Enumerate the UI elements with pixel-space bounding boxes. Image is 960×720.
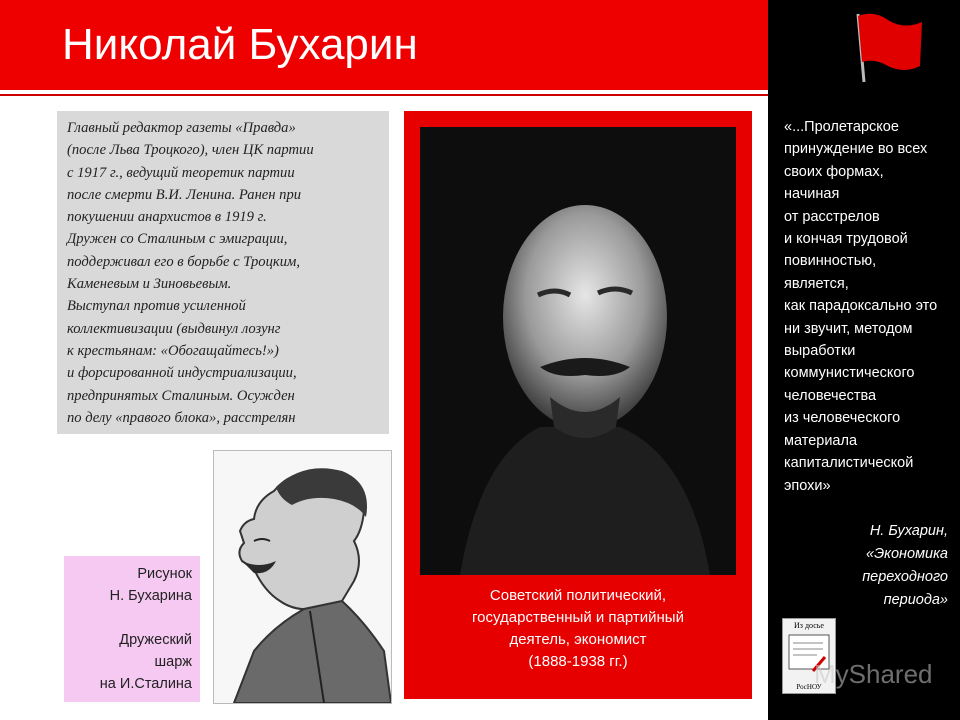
bio-line: Главный редактор газеты «Правда»: [67, 120, 296, 136]
quote-line: как парадоксально это: [784, 298, 938, 315]
portrait-frame: [404, 111, 752, 699]
watermark-text: MyShared: [814, 659, 933, 689]
bio-line: с 1917 г., ведущий теоретик партии: [67, 164, 295, 181]
caricature-drawing: [213, 450, 392, 704]
dossier-label: Из досье: [794, 621, 824, 630]
caricature-sketch: [214, 451, 391, 703]
portrait-caption: [404, 585, 752, 673]
portrait-image: [420, 127, 736, 575]
bio-line: и форсированной индустриализации,: [67, 365, 297, 382]
drawing-caption-line: Н. Бухарина: [109, 588, 192, 604]
portrait-caption-line: деятель, экономист: [509, 631, 647, 648]
quote-line: своих формах,: [784, 163, 884, 180]
biography-box: [57, 111, 389, 434]
quote-line: из человеческого: [784, 410, 901, 427]
bio-line: (после Льва Троцкого), член ЦК партии: [67, 142, 314, 159]
quote-line: выработки: [784, 343, 856, 360]
quote-line: материала: [784, 432, 858, 449]
drawing-caption-line: на И.Сталина: [99, 676, 192, 692]
bio-line: по делу «правого блока», расстрелян: [67, 409, 296, 426]
quote-line: «...Пролетарское: [784, 119, 899, 135]
portrait-photo: [420, 127, 736, 575]
bio-line: коллективизации (выдвинул лозунг: [67, 320, 281, 337]
quote-source-line: «Экономика: [866, 546, 948, 562]
drawing-caption: [64, 556, 200, 702]
drawing-caption-line: шарж: [154, 654, 192, 670]
quote-line: и кончая трудовой: [784, 231, 908, 248]
portrait-caption-line: Советский политический,: [489, 587, 667, 604]
quote-source-line: Н. Бухарин,: [869, 523, 948, 539]
quote-text: [784, 116, 956, 497]
quote-line: от расстрелов: [784, 208, 880, 225]
bio-line: поддерживал его в борьбе с Троцким,: [67, 253, 300, 270]
drawing-caption-line: Рисунок: [137, 566, 192, 582]
bio-line: Дружен со Сталиным с эмиграции,: [67, 231, 288, 248]
bio-line: предпринятых Сталиным. Осужден: [67, 387, 295, 404]
quote-line: эпохи»: [784, 477, 831, 494]
quote-source: [862, 520, 948, 612]
header-divider: [0, 94, 768, 96]
drawing-caption-line: Дружеский: [119, 632, 192, 648]
bio-line: к крестьянам: «Обогащайтесь!»): [67, 342, 279, 359]
quote-sidebar: [768, 0, 960, 720]
quote-source-line: переходного: [862, 569, 948, 585]
bio-line: покушении анархистов в 1919 г.: [67, 209, 267, 226]
page-title: Николай Бухарин: [62, 20, 418, 69]
bio-line: Каменевым и Зиновьевым.: [67, 276, 232, 293]
dossier-org: РосНОУ: [796, 683, 822, 691]
portrait-caption-line: (1888-1938 гг.): [528, 653, 628, 670]
quote-line: начиная: [784, 186, 840, 203]
portrait-caption-line: государственный и партийный: [472, 609, 684, 626]
quote-line: является,: [784, 275, 849, 292]
quote-source-line: периода»: [883, 592, 948, 608]
title-bar: [0, 0, 768, 90]
biography-text: [67, 117, 314, 429]
red-flag-icon: [852, 10, 924, 84]
quote-line: капиталистической: [784, 455, 914, 472]
quote-line: повинностью,: [784, 253, 877, 270]
quote-line: человечества: [784, 387, 877, 404]
quote-line: коммунистического: [784, 365, 915, 382]
bio-line: Выступал против усиленной: [67, 298, 246, 315]
bio-line: после смерти В.И. Ленина. Ранен при: [67, 186, 302, 203]
quote-line: ни звучит, методом: [784, 320, 913, 337]
quote-line: принуждение во всех: [784, 141, 928, 158]
